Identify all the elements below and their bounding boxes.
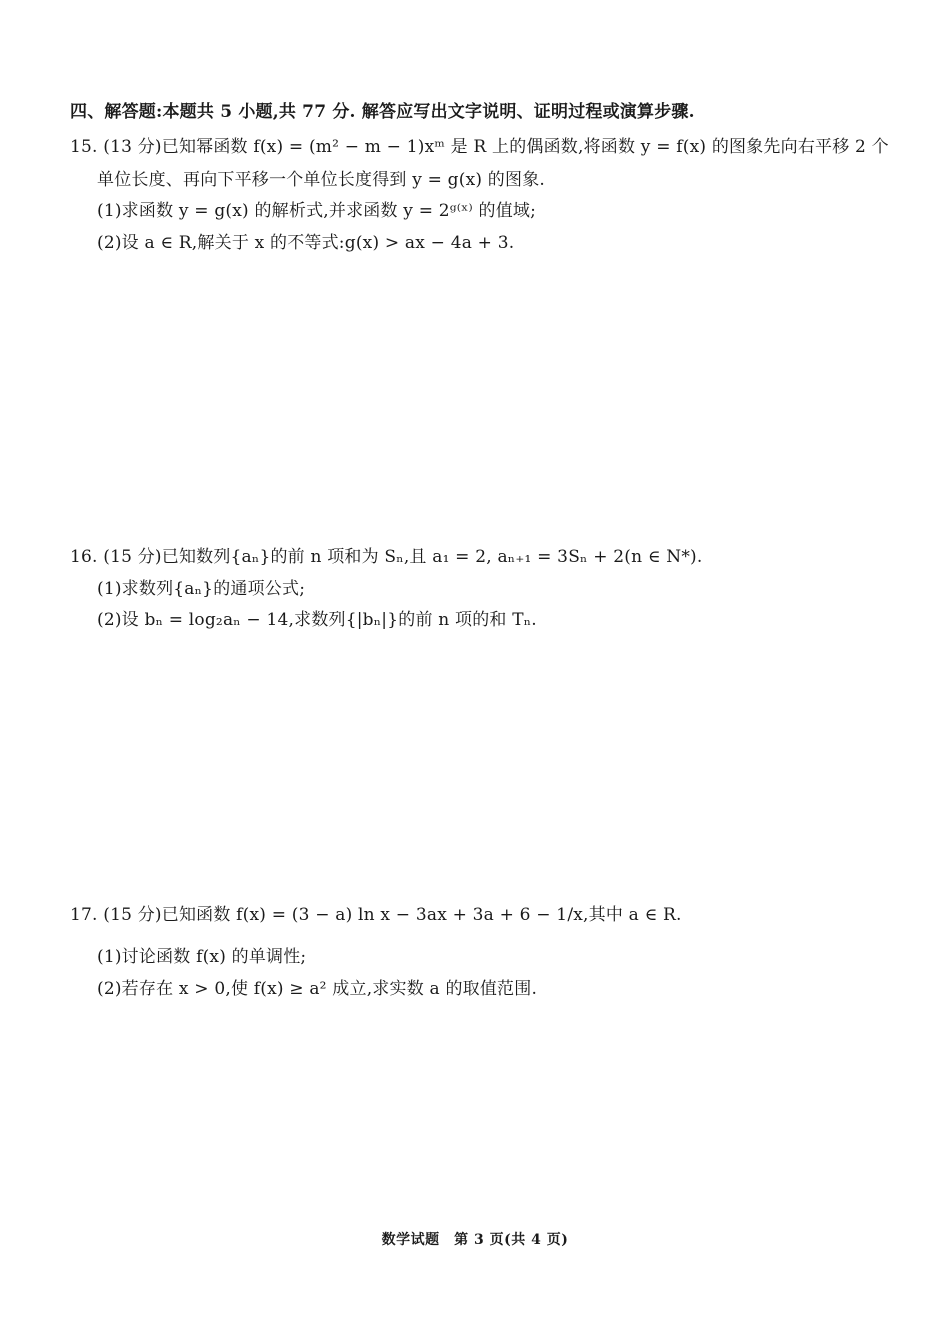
q15-part2: (2)设 a ∈ R,解关于 x 的不等式:g(x) > ax − 4a + 3. <box>97 233 515 253</box>
q17-part1: (1)讨论函数 f(x) 的单调性; <box>97 947 307 967</box>
q15-stem-line2: 单位长度、再向下平移一个单位长度得到 y = g(x) 的图象. <box>97 170 546 190</box>
q17-stem: 17. (15 分)已知函数 f(x) = (3 − a) ln x − 3ax + 3a + 6 − 1/x,其中 a ∈ R. <box>70 905 682 925</box>
q15-part1: (1)求函数 y = g(x) 的解析式,并求函数 y = 2ᵍ⁽ˣ⁾ 的值域; <box>97 201 537 221</box>
page-footer: 数学试题 第 3 页(共 4 页) <box>381 1232 569 1248</box>
q17-part2: (2)若存在 x > 0,使 f(x) ≥ a² 成立,求实数 a 的取值范围. <box>97 979 538 999</box>
section-header: 四、解答题:本题共 5 小题,共 77 分. 解答应写出文字说明、证明过程或演算步骤. <box>70 102 695 122</box>
q16-part1: (1)求数列{aₙ}的通项公式; <box>97 579 306 599</box>
q15-stem-line1: 15. (13 分)已知幂函数 f(x) = (m² − m − 1)xᵐ 是 R 上的偶函数,将函数 y = f(x) 的图象先向右平移 2 个 <box>70 137 889 157</box>
q16-part2: (2)设 bₙ = log₂aₙ − 14,求数列{|bₙ|}的前 n 项的和 Tₙ. <box>97 610 537 630</box>
q16-stem: 16. (15 分)已知数列{aₙ}的前 n 项和为 Sₙ,且 a₁ = 2, aₙ₊₁ = 3Sₙ + 2(n ∈ N*). <box>70 547 703 567</box>
